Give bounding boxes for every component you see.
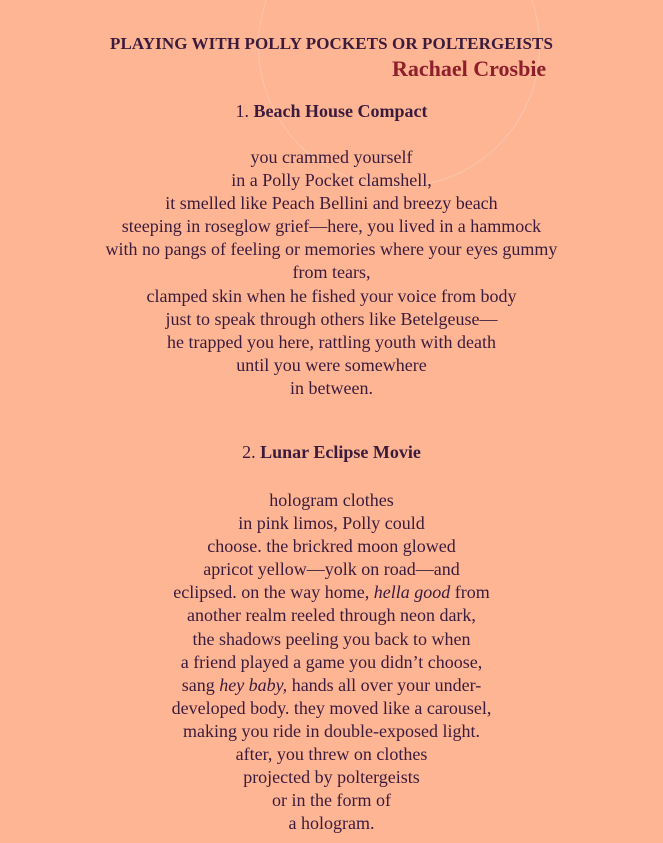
author-name: Rachael Crosbie: [392, 56, 547, 81]
poem-line: the shadows peeling you back to when: [192, 628, 471, 649]
poem-line: [0, 581, 663, 604]
poem-line: [0, 674, 663, 697]
stanza-1: [0, 146, 663, 400]
poem-line: making you ride in double-exposed light.: [183, 720, 480, 741]
poem-line: in between.: [290, 377, 373, 398]
line-text: eclipsed. on the way home,: [173, 582, 374, 603]
poem-line: clamped skin when he fished your voice from body: [146, 285, 517, 306]
section-heading-2: [0, 442, 663, 463]
poem-line: from tears,: [292, 262, 371, 283]
italic-phrase: hey baby,: [219, 674, 288, 695]
poem-title: PLAYING WITH POLLY POCKETS OR POLTERGEISTS: [109, 34, 554, 53]
poem-line: hologram clothes: [269, 490, 394, 510]
poem-line: a friend played a game you didn’t choose,: [180, 651, 483, 672]
poem-line: projected by poltergeists: [243, 767, 420, 788]
stanza-2: [0, 489, 663, 835]
poem-line: a hologram.: [288, 813, 375, 834]
line-text: hands all over your under-: [287, 674, 482, 695]
section-name: Lunar Eclipse Movie: [260, 442, 421, 462]
poem-line: after, you threw on clothes: [235, 744, 428, 765]
poem-line: in pink limos, Polly could: [238, 513, 425, 534]
poem-line: just to speak through others like Betelgeuse—: [165, 308, 498, 329]
poem-line: steeping in roseglow grief—here, you lived in a hammock: [121, 216, 542, 237]
section-number: 1.: [235, 101, 249, 121]
poem-line: choose. the brickred moon glowed: [207, 536, 456, 557]
poem-line: developed body. they moved like a carousel,: [171, 697, 492, 718]
poem-line: apricot yellow—yolk on road—and: [203, 559, 460, 580]
poem-line: it smelled like Peach Bellini and breezy beach: [165, 193, 498, 214]
poem-line: until you were somewhere: [236, 354, 427, 375]
section-number: 2.: [242, 442, 256, 462]
poem-line: he trapped you here, rattling youth with death: [167, 331, 496, 352]
section-heading-1: [0, 101, 663, 122]
poem-line: in a Polly Pocket clamshell,: [231, 170, 432, 191]
line-text: from: [450, 582, 490, 603]
italic-phrase: hella good: [373, 582, 451, 603]
line-text: sang: [181, 674, 220, 695]
section-name: Beach House Compact: [253, 101, 428, 121]
poem-line: or in the form of: [272, 790, 391, 811]
poem-line: you crammed yourself: [250, 147, 413, 167]
poem-line: with no pangs of feeling or memories where your eyes gummy: [105, 239, 558, 260]
poem-line: another realm reeled through neon dark,: [187, 605, 476, 626]
